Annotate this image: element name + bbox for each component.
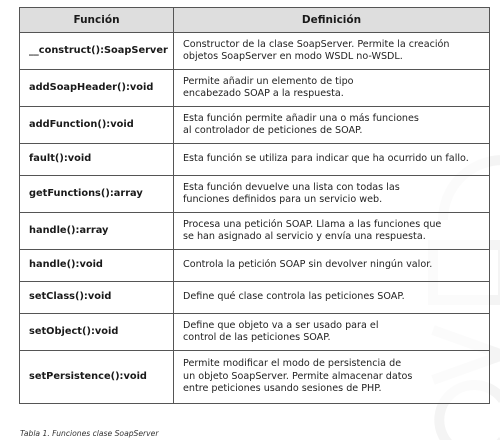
definition-line: Procesa una petición SOAP. Llama a las funciones que xyxy=(183,218,442,230)
table-row xyxy=(20,213,490,250)
function-definition xyxy=(174,282,490,314)
function-definition xyxy=(174,351,490,404)
definition-line: Permite modificar el modo de persistencia de xyxy=(183,358,402,370)
table-row xyxy=(20,176,490,213)
function-name: handle():array xyxy=(20,213,174,250)
definition-line: Permite añadir un elemento de tipo xyxy=(183,75,354,87)
definition-line: al controlador de peticiones de SOAP. xyxy=(183,125,363,136)
table-row xyxy=(20,351,490,404)
function-name: setPersistence():void xyxy=(20,351,174,404)
definition-line: entre peticiones usando sesiones de PHP. xyxy=(183,383,382,395)
table-row xyxy=(20,250,490,282)
definition-line: Controla la petición SOAP sin devolver ningún valor. xyxy=(183,259,433,271)
function-name: fault():void xyxy=(20,144,174,176)
function-name: handle():void xyxy=(20,250,174,282)
function-definition xyxy=(174,33,490,70)
definition-line: Esta función se utiliza para indicar que ha ocurrido un fallo. xyxy=(183,153,469,165)
soapserver-functions-table-wrap xyxy=(19,7,489,404)
function-name: setObject():void xyxy=(20,314,174,351)
definition-line: se han asignado al servicio y envía una respuesta. xyxy=(183,231,426,242)
function-definition xyxy=(174,314,490,351)
function-definition xyxy=(174,70,490,107)
definition-line: encabezado SOAP a la respuesta. xyxy=(183,88,344,99)
table-row xyxy=(20,314,490,351)
definition-line: un objeto SoapServer. Permite almacenar datos xyxy=(183,370,413,382)
definition-line: control de las peticiones SOAP. xyxy=(183,332,331,343)
definition-line: Define qué clase controla las peticiones SOAP. xyxy=(183,291,405,303)
table-header-row xyxy=(20,8,490,33)
table-row xyxy=(20,70,490,107)
function-name: addSoapHeader():void xyxy=(20,70,174,107)
table-row xyxy=(20,33,490,70)
definition-line: Constructor de la clase SoapServer. Permite la creación xyxy=(183,38,450,50)
function-definition xyxy=(174,144,490,176)
definition-line: funciones definidos para un servicio web. xyxy=(183,194,383,205)
definition-line: Esta función devuelve una lista con todas las xyxy=(183,181,400,193)
header-funcion: Función xyxy=(20,8,174,33)
definition-line: objetos SoapServer en modo WSDL no-WSDL. xyxy=(183,51,403,62)
function-name: __construct():SoapServer xyxy=(20,33,174,70)
function-definition xyxy=(174,213,490,250)
table-caption: Tabla 1. Funciones clase SoapServer xyxy=(20,429,159,438)
function-name: addFunction():void xyxy=(20,107,174,144)
function-name: getFunctions():array xyxy=(20,176,174,213)
definition-line: Esta función permite añadir una o más funciones xyxy=(183,112,419,124)
soapserver-functions-table xyxy=(19,7,490,404)
function-definition xyxy=(174,107,490,144)
function-definition xyxy=(174,250,490,282)
table-row xyxy=(20,107,490,144)
function-definition xyxy=(174,176,490,213)
header-definicion: Definición xyxy=(174,8,490,33)
table-row xyxy=(20,282,490,314)
function-name: setClass():void xyxy=(20,282,174,314)
table-row xyxy=(20,144,490,176)
definition-line: Define que objeto va a ser usado para el xyxy=(183,319,379,331)
